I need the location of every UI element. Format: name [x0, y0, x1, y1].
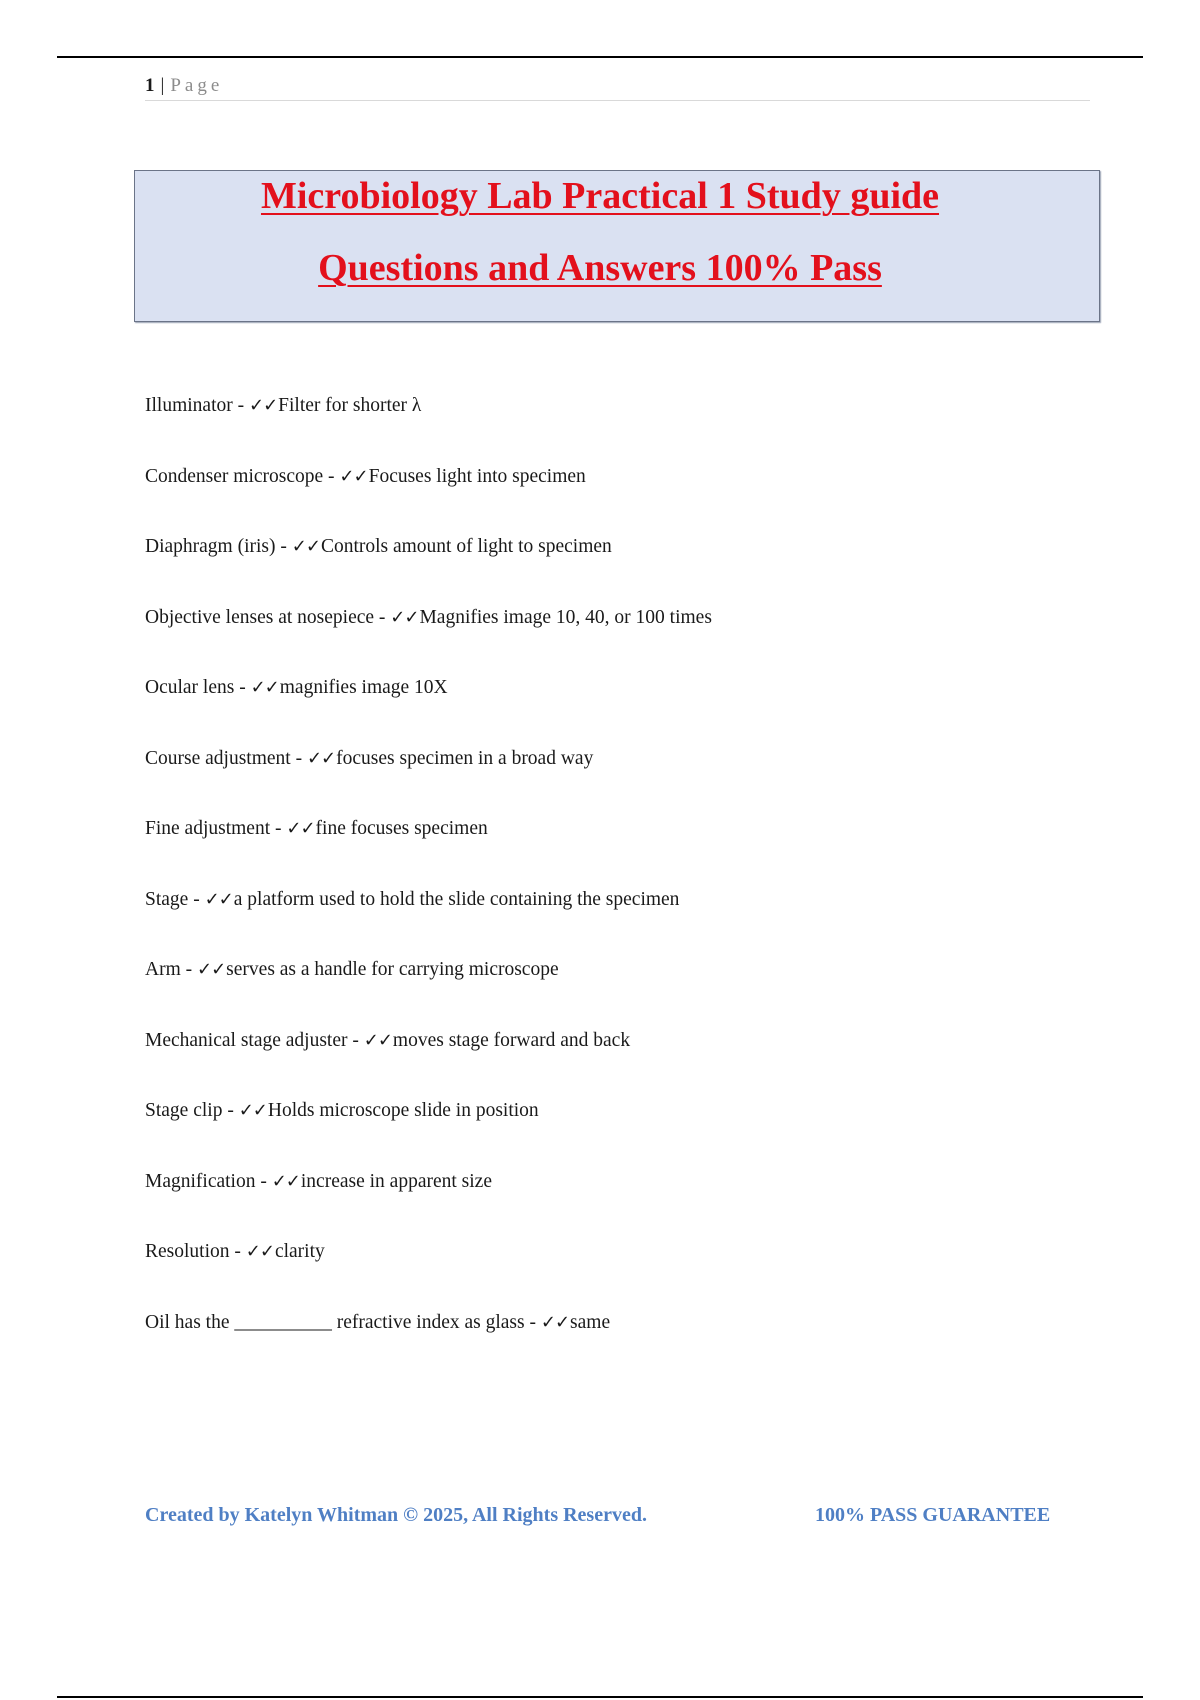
qa-term: Mechanical stage adjuster: [145, 1029, 348, 1051]
qa-dash: -: [232, 395, 249, 416]
qa-item: [145, 1168, 1145, 1239]
footer-guarantee: 100% PASS GUARANTEE: [815, 1504, 1051, 1526]
qa-term: Oil has the __________ refractive index as glass: [145, 1311, 525, 1333]
qa-dash: -: [524, 1311, 541, 1333]
qa-dash: -: [374, 606, 391, 628]
qa-dash: -: [188, 888, 205, 910]
double-check-icon: ✓✓: [390, 606, 419, 628]
qa-item: [145, 463, 1145, 534]
page-label: Page: [170, 75, 224, 96]
page-header: [145, 72, 1090, 101]
qa-item: [145, 745, 1145, 816]
qa-dash: -: [275, 536, 292, 557]
title-line-1: Microbiology Lab Practical 1 Study guide: [260, 175, 940, 217]
qa-dash: -: [270, 818, 287, 839]
qa-answer: Holds microscope slide in position: [267, 1100, 539, 1121]
page-separator: |: [160, 75, 165, 96]
qa-term: Diaphragm (iris): [145, 536, 276, 557]
qa-item: [145, 1309, 1145, 1380]
qa-answer: fine focuses specimen: [315, 818, 488, 839]
double-check-icon: ✓✓: [291, 536, 320, 557]
qa-item: [145, 674, 1145, 745]
qa-answer: focuses specimen in a broad way: [336, 747, 594, 769]
qa-term: Magnification: [145, 1170, 256, 1192]
qa-item: [145, 1027, 1145, 1098]
qa-item: [145, 886, 1145, 957]
double-check-icon: ✓✓: [197, 959, 226, 980]
qa-item: [145, 604, 1145, 675]
footer-copyright: Created by Katelyn Whitman © 2025, All Rights Reserved.: [145, 1504, 647, 1526]
double-check-icon: ✓✓: [250, 677, 279, 698]
double-check-icon: ✓✓: [271, 1170, 300, 1192]
qa-answer: Magnifies image 10, 40, or 100 times: [419, 606, 712, 628]
page-number: 1: [145, 75, 155, 96]
qa-term: Objective lenses at nosepiece: [145, 606, 375, 628]
qa-item: [145, 1097, 1145, 1168]
qa-dash: -: [290, 747, 307, 769]
qa-dash: -: [234, 677, 251, 698]
double-check-icon: ✓✓: [204, 888, 233, 910]
qa-item: [145, 392, 1145, 463]
qa-answer: Controls amount of light to specimen: [320, 536, 612, 557]
qa-dash: -: [229, 1241, 246, 1262]
double-check-icon: ✓✓: [286, 818, 315, 839]
qa-item: [145, 1238, 1145, 1309]
qa-term: Stage: [145, 888, 189, 910]
qa-term: Course adjustment: [145, 747, 291, 769]
double-check-icon: ✓✓: [245, 1241, 274, 1262]
qa-term: Arm: [145, 959, 181, 980]
qa-answer: clarity: [274, 1241, 325, 1262]
double-check-icon: ✓✓: [248, 395, 278, 416]
footer: [145, 1500, 1095, 1530]
qa-item: [145, 956, 1145, 1027]
qa-term: Illuminator: [145, 395, 233, 416]
qa-answer: Focuses light into specimen: [368, 465, 586, 487]
qa-dash: -: [180, 959, 197, 980]
double-check-icon: ✓✓: [339, 465, 368, 487]
qa-term: Ocular lens: [145, 677, 235, 698]
qa-dash: -: [347, 1029, 364, 1051]
qa-dash: -: [222, 1100, 239, 1121]
qa-answer: same: [570, 1311, 611, 1333]
bottom-rule: [57, 1696, 1143, 1698]
qa-item: [145, 533, 1145, 604]
qa-answer: increase in apparent size: [300, 1170, 492, 1192]
qa-answer: moves stage forward and back: [392, 1029, 631, 1051]
qa-item: [145, 815, 1145, 886]
double-check-icon: ✓✓: [540, 1311, 570, 1333]
qa-dash: -: [323, 465, 340, 487]
double-check-icon: ✓✓: [363, 1029, 392, 1051]
qa-term: Resolution: [145, 1241, 230, 1262]
question-answer-list: [145, 392, 1145, 1379]
qa-answer: a platform used to hold the slide containing the specimen: [233, 888, 680, 910]
qa-term: Fine adjustment: [145, 818, 271, 839]
qa-term: Stage clip: [145, 1100, 223, 1121]
top-rule: [57, 56, 1143, 58]
qa-answer: serves as a handle for carrying microscope: [226, 959, 559, 980]
qa-dash: -: [255, 1170, 272, 1192]
double-check-icon: ✓✓: [238, 1100, 267, 1121]
qa-term: Condenser microscope: [145, 465, 324, 487]
title-line-2: Questions and Answers 100% Pass: [318, 247, 882, 289]
qa-answer: Filter for shorter λ: [278, 395, 422, 416]
qa-answer: magnifies image 10X: [279, 677, 448, 698]
double-check-icon: ✓✓: [306, 747, 336, 769]
